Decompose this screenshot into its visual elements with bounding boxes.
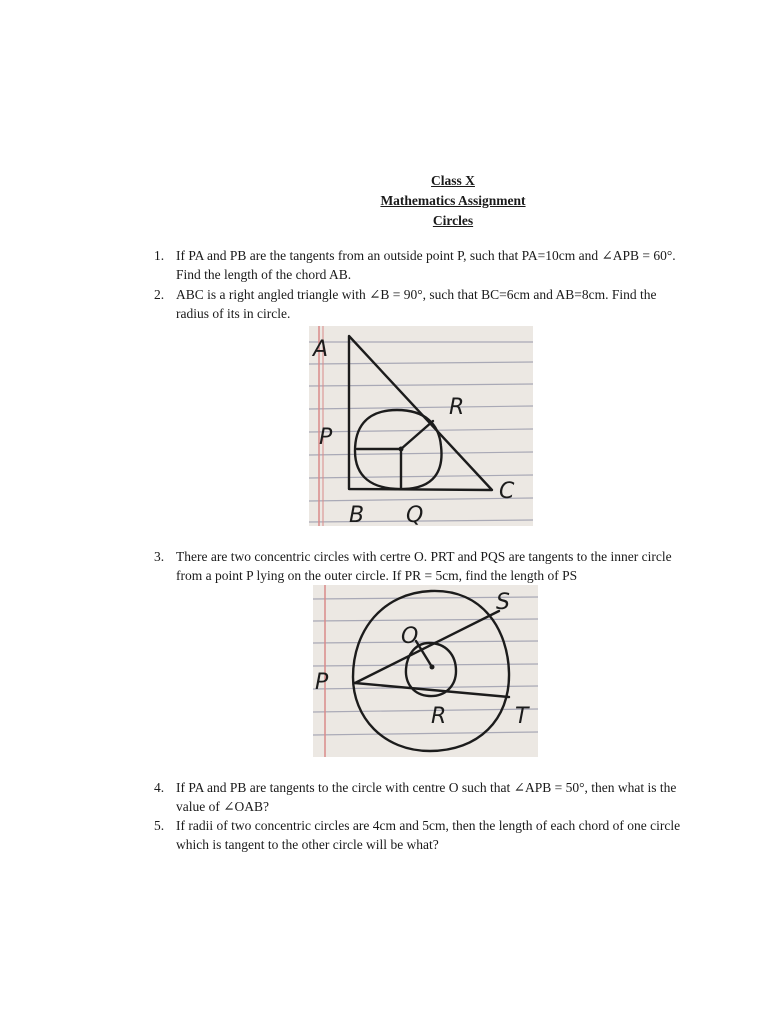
question-number: 3. (154, 549, 165, 564)
concentric-circles-figure (313, 585, 538, 757)
question-text-line-2: from a point P lying on the outer circle. If PR = 5cm, find the length of PS (176, 568, 578, 583)
question-text-line-2: value of ∠OAB? (176, 799, 270, 814)
question-text-line-2: Find the length of the chord AB. (176, 267, 352, 282)
label-r: R (431, 704, 447, 729)
question-text-line-2: radius of its in circle. (176, 306, 291, 321)
label-p: P (319, 425, 333, 450)
question-1 (154, 246, 754, 284)
question-2 (154, 285, 754, 323)
subject-title: Mathematics Assignment (380, 193, 526, 208)
label-o: O (401, 624, 419, 649)
question-4 (154, 778, 754, 816)
question-5 (154, 816, 754, 854)
class-title: Class X (431, 173, 475, 188)
incenter-point (399, 447, 404, 452)
question-number: 5. (154, 818, 165, 833)
question-text-line-1: ABC is a right angled triangle with ∠B = 90°, such that BC=6cm and AB=8cm. Find the (176, 287, 657, 302)
question-text-line-1: If PA and PB are the tangents from an outside point P, such that PA=10cm and ∠APB = 60°. (176, 248, 676, 263)
label-b: B (349, 503, 365, 526)
label-t: T (515, 704, 529, 729)
incircle-figure-drawing (309, 326, 533, 526)
center-point (430, 665, 435, 670)
label-p: P (315, 670, 329, 695)
question-number: 2. (154, 287, 165, 302)
label-r: R (449, 395, 465, 420)
concentric-circles-drawing (313, 585, 538, 757)
label-c: C (499, 479, 515, 504)
assignment-header (0, 171, 768, 231)
label-a: A (313, 337, 329, 362)
label-s: S (496, 590, 510, 615)
topic-title: Circles (432, 213, 474, 228)
question-3 (154, 547, 754, 585)
question-text-line-2: which is tangent to the other circle will be what? (176, 837, 439, 852)
question-text-line-1: If PA and PB are tangents to the circle with centre O such that ∠APB = 50°, then what is the (176, 780, 677, 795)
question-text-line-1: If radii of two concentric circles are 4cm and 5cm, then the length of each chord of one circle (176, 818, 681, 833)
question-text-line-1: There are two concentric circles with certre O. PRT and PQS are tangents to the inner circle (176, 549, 672, 564)
incircle-figure (309, 326, 533, 526)
question-number: 1. (154, 248, 165, 263)
label-q: Q (406, 503, 424, 526)
question-number: 4. (154, 780, 165, 795)
